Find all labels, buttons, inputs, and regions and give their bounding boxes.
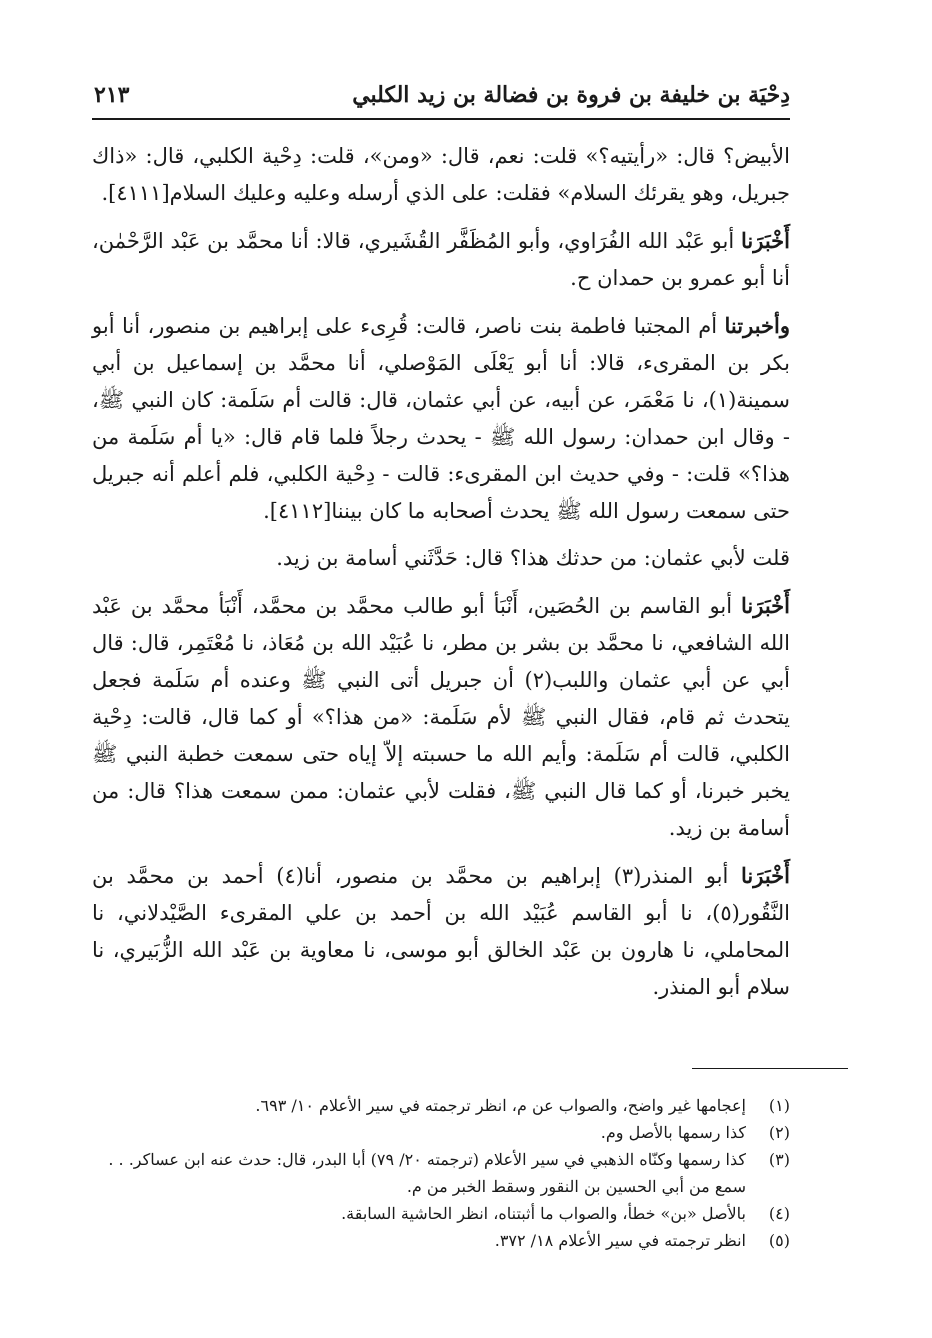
footnote-text-continued: سمع من أبي الحسين بن النقور وسقط الخبر من م. — [406, 1177, 746, 1196]
footnote-text: كذا رسمها بالأصل وم. — [600, 1123, 746, 1142]
footnote-4 — [92, 1200, 790, 1227]
footnote-2 — [92, 1119, 790, 1146]
footnote-text: بالأصل «بن» خطأ، والصواب ما أثبتناه، انظر الحاشية السابقة. — [341, 1204, 746, 1223]
paragraph-6 — [92, 857, 790, 1006]
paragraph-2 — [92, 222, 790, 297]
footnotes — [92, 1092, 790, 1254]
footnote-number: (٤) — [768, 1204, 790, 1223]
paragraph-text: قلت لأبي عثمان: من حدثك هذا؟ قال: حَدَّثَني أسامة بن زيد. — [276, 546, 790, 570]
footnote-number: (٥) — [768, 1231, 790, 1250]
paragraph-3 — [92, 307, 790, 530]
footnote-text: انظر ترجمته في سير الأعلام ١٨/ ٣٧٢. — [494, 1231, 746, 1250]
page-header — [92, 78, 790, 120]
paragraph-lead: أَخْبَرَنا — [741, 228, 790, 253]
footnote-number: (٢) — [768, 1123, 790, 1142]
main-text — [92, 138, 790, 1016]
paragraph-1 — [92, 138, 790, 212]
footnote-number: (١) — [768, 1096, 790, 1115]
paragraph-4 — [92, 540, 790, 577]
paragraph-lead: أَخْبَرَنا — [741, 593, 790, 618]
footnote-text: إعجامها غير واضح، والصواب عن م، انظر ترجمته في سير الأعلام ١٠/ ٦٩٣. — [255, 1096, 746, 1115]
paragraph-5 — [92, 587, 790, 847]
footnote-text-wrap — [92, 1146, 746, 1200]
paragraph-text: أبو عَبْد الله الفُرَاوي، وأبو المُظَفَّر القُشَيري، قالا: أنا محمَّد بن عَبْد الرَّحْمٰن، أنا أبو عمرو بن حمدان ح. — [92, 229, 790, 290]
paragraph-text: أبو القاسم بن الحُصَين، أَنْبَأ أبو طالب محمَّد بن محمَّد، أَنْبَأ محمَّد بن عَبْد الله الشافعي، نا محمَّد بن بشر بن مطر، نا عُبَيْد الله بن مُعَاذ، نا مُعْتَمِر، قال: قال أبي عن أبي عثمان واللبب(٢) أن جبريل أتى النبي ﷺ وعنده أم سَلَمة فجعل يتحدث ثم قام، فقال النبي ﷺ لأم سَلَمة: «من هذا؟» أو كما قال، قالت: دِحْية الكلبي، قالت أم سَلَمة: وأيم الله ما حسبته إلاّ إياه حتى سمعت خطبة النبي ﷺ يخبر خبرنا، أو كما قال النبي ﷺ، فقلت لأبي عثمان: ممن سمعت هذا؟ قال: من أسامة بن زيد. — [92, 594, 791, 840]
running-title: دِحْيَة بن خليفة بن فروة بن فضالة بن زيد الكلبي — [352, 82, 790, 108]
footnote-3 — [92, 1146, 790, 1200]
footnote-text: كذا رسمها وكنّاه الذهبي في سير الأعلام (ترجمته ٢٠/ ٧٩) أبا البدر، قال: حدث عنه ابن عساكر. . . — [108, 1150, 746, 1169]
paragraph-text: الأبيض؟ قال: «رأيتيه؟» قلت: نعم، قال: «ومن»، قلت: دِحْية الكلبي، قال: «ذاك جبريل، وهو يقرئك السلام» فقلت: على الذي أرسله وعليه وعليك السلام[٤١١١]. — [92, 144, 790, 205]
paragraph-lead: وأخبرتنا — [724, 313, 790, 338]
page-number: ٢١٣ — [94, 82, 130, 108]
footnote-5 — [92, 1227, 790, 1254]
footnote-number: (٣) — [768, 1150, 790, 1169]
paragraph-text: أم المجتبا فاطمة بنت ناصر، قالت: قُرِىء على إبراهيم بن منصور، أنا أبو بكر بن المقرىء، قالا: أنا أبو يَعْلَى المَوْصلي، أنا محمَّد بن إسماعيل بن أبي سمينة(١)، نا مَعْمَر، عن أبيه، عن أبي عثمان، قال: قالت أم سَلَمة: كان النبي ﷺ، - وقال ابن حمدان: رسول الله ﷺ - يحدث رجلاً فلما قام قال: «يا أم سَلَمة من هذا؟» قلت: - وفي حديث ابن المقرىء: قالت - دِحْية الكلبي، فلم أعلم أنه جبريل حتى سمعت رسول الله ﷺ يحدث أصحابه ما كان بيننا[٤١١٢]. — [92, 314, 790, 523]
paragraph-lead: أَخْبَرَنا — [741, 863, 790, 888]
footnote-separator — [692, 1068, 848, 1069]
footnote-1 — [92, 1092, 790, 1119]
paragraph-text: أبو المنذر(٣) إبراهيم بن محمَّد بن منصور، أنا(٤) أحمد بن محمَّد بن النَّقُور(٥)، نا أبو القاسم عُبَيْد الله بن أحمد بن علي المقرىء الصَّيْدلاني، نا المحاملي، نا هارون بن عَبْد الخالق أبو موسى، نا معاوية بن عَبْد الله الزُّبَيري، نا سلام أبو المنذر. — [92, 864, 790, 999]
